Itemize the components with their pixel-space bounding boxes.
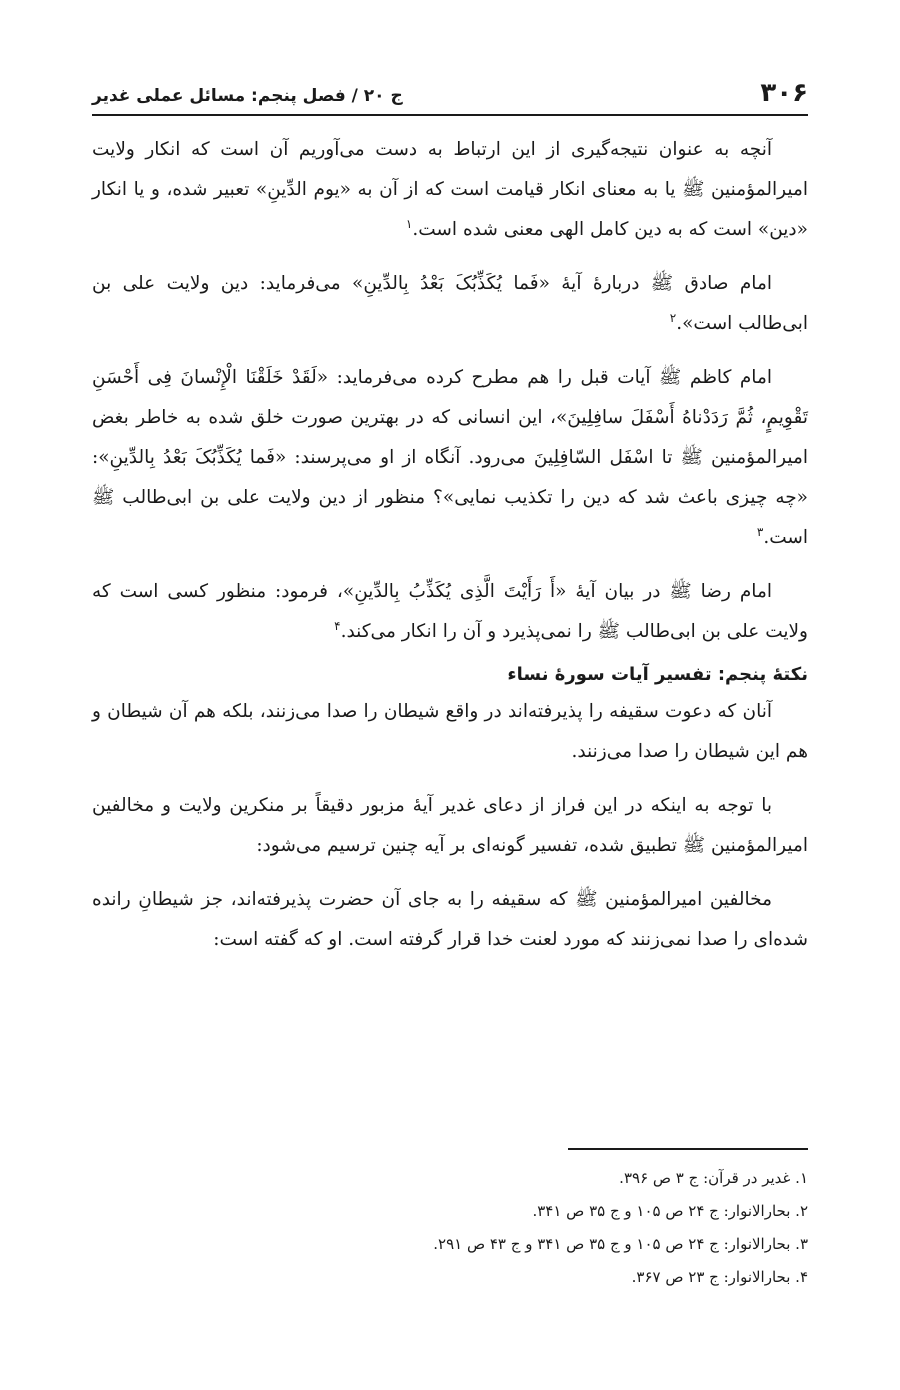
paragraph <box>92 130 808 250</box>
paragraph-text: امام صادق ﷺ دربارۀ آیۀ «فَما یُکَذِّبُکَ بَعْدُ بِالدِّینِ» می‌فرماید: دین ولایت علی بن ابی‌طالب است». <box>92 273 808 334</box>
footnote: ۲. بحارالانوار: ج ۲۴ ص ۱۰۵ و ج ۳۵ ص ۳۴۱. <box>532 1202 808 1220</box>
footnote: ۴. بحارالانوار: ج ۲۳ ص ۳۶۷. <box>631 1268 808 1286</box>
paragraph-text: امام رضا ﷺ در بیان آیۀ «أَ رَأَیْتَ الَّذِی یُکَذِّبُ بِالدِّینِ»، فرمود: منظور کسی است که ولایت علی بن ابی‌طالب ﷺ را نمی‌پذیرد و آن را انکار می‌کند. <box>92 581 808 642</box>
paragraph: با توجه به اینکه در این فراز از دعای غدیر آیۀ مزبور دقیقاً بر منکرین ولایت و مخالفین امیرالمؤمنین ﷺ تطبیق شده، تفسیر گونه‌ای بر آیه چنین ترسیم می‌شود: <box>92 795 808 856</box>
footnote-marker: ۴ <box>334 618 341 633</box>
footnote-marker: ۱ <box>405 216 413 231</box>
running-title: ج ۲۰ / فصل پنجم: مسائل عملی غدیر <box>92 86 403 106</box>
paragraph: آنان که دعوت سقیفه را پذیرفته‌اند در واقع شیطان را صدا می‌زنند، بلکه هم آن شیطان و هم این شیطان را صدا می‌زنند. <box>92 701 808 762</box>
paragraph <box>92 572 808 652</box>
body-text <box>92 130 808 960</box>
page-number: ۳۰۶ <box>760 78 808 108</box>
footnote: ۳. بحارالانوار: ج ۲۴ ص ۱۰۵ و ج ۳۵ ص ۳۴۱ و ج ۴۳ ص ۲۹۱. <box>433 1235 808 1253</box>
footnote-marker: ۳ <box>756 524 764 539</box>
paragraph-text: امام کاظم ﷺ آیات قبل را هم مطرح کرده می‌فرماید: «لَقَدْ خَلَقْنَا الْإِنْسانَ فِی أَحْسَنِ تَقْوِیمٍ، ثُمَّ رَدَدْناهُ أَسْفَلَ سافِلِینَ»، این انسانی که در بهترین صورت خلق شده به خاطر بغض امیرالمؤمنین ﷺ تا اسْفَل السّافِلِینَ می‌رود. آنگاه از او می‌پرسند: «فَما یُکَذِّبُکَ بَعْدُ بِالدِّینِ»: «چه چیزی باعث شد که دین را تکذیب نمایی»؟ منظور از دین ولایت علی بن ابی‌طالب ﷺ است. <box>92 367 808 548</box>
paragraph <box>92 358 808 558</box>
footnotes <box>92 1162 808 1294</box>
paragraph: مخالفین امیرالمؤمنین ﷺ که سقیفه را به جای آن حضرت پذیرفته‌اند، جز شیطانِ رانده شده‌ای را صدا نمی‌زنند که مورد لعنت خدا قرار گرفته است. او که گفته است: <box>92 889 808 950</box>
page <box>92 62 808 974</box>
paragraph-text: آنچه به عنوان نتیجه‌گیری از این ارتباط به دست می‌آوریم آن است که انکار ولایت امیرالمؤمنین ﷺ یا به معنای انکار قیامت است که از آن به «یوم الدِّینِ» تعبیر شده، و یا انکار «دین» است که به دین کامل الهی معنی شده است. <box>92 139 808 240</box>
footnote-divider <box>568 1148 808 1150</box>
section-heading: نکتۀ پنجم: تفسیر آیات سورۀ نساء <box>507 664 808 685</box>
footnote: ۱. غدیر در قرآن: ج ۳ ص ۳۹۶. <box>619 1169 808 1187</box>
footnote-marker: ۲ <box>669 310 677 325</box>
paragraph <box>92 264 808 344</box>
page-header <box>92 62 808 116</box>
